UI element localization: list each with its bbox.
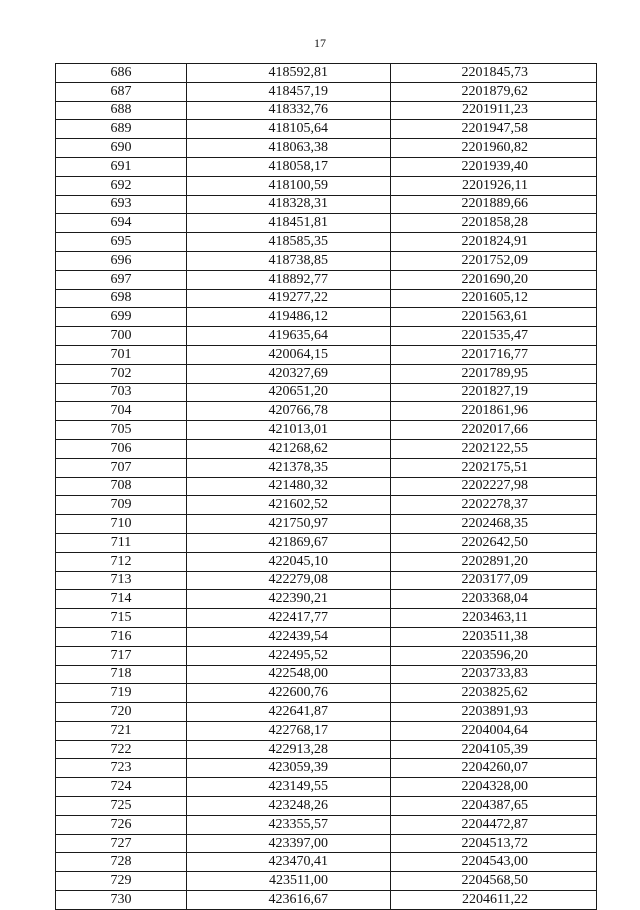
point-number-cell: 700 <box>56 327 187 346</box>
y-coordinate-cell: 2203368,04 <box>391 590 597 609</box>
point-number-cell: 709 <box>56 496 187 515</box>
x-coordinate-cell: 420064,15 <box>187 345 391 364</box>
y-coordinate-cell: 2204004,64 <box>391 721 597 740</box>
point-number-cell: 713 <box>56 571 187 590</box>
table-row <box>56 101 597 120</box>
point-number-cell: 718 <box>56 665 187 684</box>
table-row <box>56 214 597 233</box>
point-number-cell: 686 <box>56 64 187 83</box>
y-coordinate-cell: 2204328,00 <box>391 778 597 797</box>
x-coordinate-cell: 418457,19 <box>187 82 391 101</box>
table-row <box>56 270 597 289</box>
x-coordinate-cell: 422279,08 <box>187 571 391 590</box>
y-coordinate-cell: 2201690,20 <box>391 270 597 289</box>
point-number-cell: 698 <box>56 289 187 308</box>
y-coordinate-cell: 2204543,00 <box>391 853 597 872</box>
table-row <box>56 627 597 646</box>
y-coordinate-cell: 2203596,20 <box>391 646 597 665</box>
y-coordinate-cell: 2204260,07 <box>391 759 597 778</box>
x-coordinate-cell: 420766,78 <box>187 402 391 421</box>
table-row <box>56 176 597 195</box>
y-coordinate-cell: 2202122,55 <box>391 439 597 458</box>
x-coordinate-cell: 422913,28 <box>187 740 391 759</box>
point-number-cell: 689 <box>56 120 187 139</box>
y-coordinate-cell: 2203733,83 <box>391 665 597 684</box>
point-number-cell: 716 <box>56 627 187 646</box>
y-coordinate-cell: 2201535,47 <box>391 327 597 346</box>
x-coordinate-cell: 418332,76 <box>187 101 391 120</box>
x-coordinate-cell: 423470,41 <box>187 853 391 872</box>
table-row <box>56 721 597 740</box>
table-row <box>56 82 597 101</box>
x-coordinate-cell: 422768,17 <box>187 721 391 740</box>
table-row <box>56 609 597 628</box>
table-row <box>56 458 597 477</box>
y-coordinate-cell: 2202175,51 <box>391 458 597 477</box>
point-number-cell: 705 <box>56 421 187 440</box>
point-number-cell: 712 <box>56 552 187 571</box>
x-coordinate-cell: 423248,26 <box>187 797 391 816</box>
table-row <box>56 891 597 910</box>
y-coordinate-cell: 2201960,82 <box>391 139 597 158</box>
table-row <box>56 327 597 346</box>
table-row <box>56 157 597 176</box>
x-coordinate-cell: 422548,00 <box>187 665 391 684</box>
y-coordinate-cell: 2204568,50 <box>391 872 597 891</box>
table-row <box>56 383 597 402</box>
y-coordinate-cell: 2201824,91 <box>391 233 597 252</box>
x-coordinate-cell: 423059,39 <box>187 759 391 778</box>
point-number-cell: 692 <box>56 176 187 195</box>
x-coordinate-cell: 421869,67 <box>187 533 391 552</box>
y-coordinate-cell: 2201563,61 <box>391 308 597 327</box>
point-number-cell: 697 <box>56 270 187 289</box>
x-coordinate-cell: 418592,81 <box>187 64 391 83</box>
point-number-cell: 695 <box>56 233 187 252</box>
y-coordinate-cell: 2201889,66 <box>391 195 597 214</box>
table-row <box>56 533 597 552</box>
point-number-cell: 711 <box>56 533 187 552</box>
x-coordinate-cell: 423511,00 <box>187 872 391 891</box>
y-coordinate-cell: 2201716,77 <box>391 345 597 364</box>
y-coordinate-cell: 2204472,87 <box>391 815 597 834</box>
table-row <box>56 515 597 534</box>
y-coordinate-cell: 2201845,73 <box>391 64 597 83</box>
point-number-cell: 708 <box>56 477 187 496</box>
x-coordinate-cell: 418328,31 <box>187 195 391 214</box>
point-number-cell: 730 <box>56 891 187 910</box>
y-coordinate-cell: 2202468,35 <box>391 515 597 534</box>
point-number-cell: 715 <box>56 609 187 628</box>
table-row <box>56 345 597 364</box>
x-coordinate-cell: 421013,01 <box>187 421 391 440</box>
table-row <box>56 477 597 496</box>
table-row <box>56 364 597 383</box>
x-coordinate-cell: 420651,20 <box>187 383 391 402</box>
table-row <box>56 571 597 590</box>
table-row <box>56 834 597 853</box>
y-coordinate-cell: 2204387,65 <box>391 797 597 816</box>
y-coordinate-cell: 2201926,11 <box>391 176 597 195</box>
table-row <box>56 552 597 571</box>
table-row <box>56 872 597 891</box>
point-number-cell: 720 <box>56 703 187 722</box>
x-coordinate-cell: 421480,32 <box>187 477 391 496</box>
x-coordinate-cell: 422641,87 <box>187 703 391 722</box>
table-row <box>56 120 597 139</box>
x-coordinate-cell: 418105,64 <box>187 120 391 139</box>
page-number: 17 <box>314 36 326 50</box>
point-number-cell: 723 <box>56 759 187 778</box>
x-coordinate-cell: 418100,59 <box>187 176 391 195</box>
y-coordinate-cell: 2201939,40 <box>391 157 597 176</box>
y-coordinate-cell: 2203177,09 <box>391 571 597 590</box>
point-number-cell: 727 <box>56 834 187 853</box>
y-coordinate-cell: 2203463,11 <box>391 609 597 628</box>
table-row <box>56 402 597 421</box>
point-number-cell: 704 <box>56 402 187 421</box>
x-coordinate-cell: 423355,57 <box>187 815 391 834</box>
x-coordinate-cell: 421750,97 <box>187 515 391 534</box>
point-number-cell: 707 <box>56 458 187 477</box>
point-number-cell: 694 <box>56 214 187 233</box>
x-coordinate-cell: 418063,38 <box>187 139 391 158</box>
y-coordinate-cell: 2201827,19 <box>391 383 597 402</box>
y-coordinate-cell: 2201879,62 <box>391 82 597 101</box>
y-coordinate-cell: 2202891,20 <box>391 552 597 571</box>
y-coordinate-cell: 2202278,37 <box>391 496 597 515</box>
x-coordinate-cell: 419635,64 <box>187 327 391 346</box>
x-coordinate-cell: 422495,52 <box>187 646 391 665</box>
x-coordinate-cell: 420327,69 <box>187 364 391 383</box>
x-coordinate-cell: 418585,35 <box>187 233 391 252</box>
point-number-cell: 699 <box>56 308 187 327</box>
point-number-cell: 688 <box>56 101 187 120</box>
x-coordinate-cell: 418738,85 <box>187 251 391 270</box>
table-row <box>56 778 597 797</box>
point-number-cell: 728 <box>56 853 187 872</box>
x-coordinate-cell: 418892,77 <box>187 270 391 289</box>
y-coordinate-cell: 2201858,28 <box>391 214 597 233</box>
y-coordinate-cell: 2201911,23 <box>391 101 597 120</box>
point-number-cell: 690 <box>56 139 187 158</box>
coordinates-table-body <box>56 64 597 910</box>
x-coordinate-cell: 418058,17 <box>187 157 391 176</box>
point-number-cell: 702 <box>56 364 187 383</box>
table-row <box>56 740 597 759</box>
x-coordinate-cell: 423149,55 <box>187 778 391 797</box>
table-row <box>56 496 597 515</box>
table-row <box>56 665 597 684</box>
table-row <box>56 646 597 665</box>
y-coordinate-cell: 2204105,39 <box>391 740 597 759</box>
x-coordinate-cell: 421602,52 <box>187 496 391 515</box>
table-row <box>56 590 597 609</box>
table-row <box>56 439 597 458</box>
point-number-cell: 703 <box>56 383 187 402</box>
point-number-cell: 714 <box>56 590 187 609</box>
point-number-cell: 693 <box>56 195 187 214</box>
x-coordinate-cell: 422600,76 <box>187 684 391 703</box>
y-coordinate-cell: 2203891,93 <box>391 703 597 722</box>
table-row <box>56 703 597 722</box>
point-number-cell: 724 <box>56 778 187 797</box>
table-row <box>56 797 597 816</box>
table-row <box>56 251 597 270</box>
point-number-cell: 701 <box>56 345 187 364</box>
point-number-cell: 722 <box>56 740 187 759</box>
y-coordinate-cell: 2204513,72 <box>391 834 597 853</box>
point-number-cell: 687 <box>56 82 187 101</box>
table-row <box>56 139 597 158</box>
x-coordinate-cell: 418451,81 <box>187 214 391 233</box>
y-coordinate-cell: 2203511,38 <box>391 627 597 646</box>
table-row <box>56 64 597 83</box>
point-number-cell: 717 <box>56 646 187 665</box>
x-coordinate-cell: 422390,21 <box>187 590 391 609</box>
coordinates-table <box>55 63 597 910</box>
table-row <box>56 853 597 872</box>
y-coordinate-cell: 2201947,58 <box>391 120 597 139</box>
x-coordinate-cell: 419486,12 <box>187 308 391 327</box>
x-coordinate-cell: 421268,62 <box>187 439 391 458</box>
y-coordinate-cell: 2204611,22 <box>391 891 597 910</box>
y-coordinate-cell: 2202227,98 <box>391 477 597 496</box>
y-coordinate-cell: 2203825,62 <box>391 684 597 703</box>
point-number-cell: 725 <box>56 797 187 816</box>
y-coordinate-cell: 2201605,12 <box>391 289 597 308</box>
x-coordinate-cell: 423397,00 <box>187 834 391 853</box>
table-row <box>56 233 597 252</box>
point-number-cell: 691 <box>56 157 187 176</box>
y-coordinate-cell: 2201789,95 <box>391 364 597 383</box>
table-row <box>56 421 597 440</box>
table-row <box>56 308 597 327</box>
y-coordinate-cell: 2201752,09 <box>391 251 597 270</box>
table-row <box>56 195 597 214</box>
point-number-cell: 721 <box>56 721 187 740</box>
table-row <box>56 684 597 703</box>
x-coordinate-cell: 422045,10 <box>187 552 391 571</box>
point-number-cell: 706 <box>56 439 187 458</box>
x-coordinate-cell: 419277,22 <box>187 289 391 308</box>
y-coordinate-cell: 2201861,96 <box>391 402 597 421</box>
point-number-cell: 696 <box>56 251 187 270</box>
x-coordinate-cell: 423616,67 <box>187 891 391 910</box>
x-coordinate-cell: 421378,35 <box>187 458 391 477</box>
table-row <box>56 759 597 778</box>
x-coordinate-cell: 422417,77 <box>187 609 391 628</box>
x-coordinate-cell: 422439,54 <box>187 627 391 646</box>
point-number-cell: 729 <box>56 872 187 891</box>
point-number-cell: 710 <box>56 515 187 534</box>
point-number-cell: 726 <box>56 815 187 834</box>
y-coordinate-cell: 2202017,66 <box>391 421 597 440</box>
y-coordinate-cell: 2202642,50 <box>391 533 597 552</box>
point-number-cell: 719 <box>56 684 187 703</box>
table-row <box>56 815 597 834</box>
table-row <box>56 289 597 308</box>
